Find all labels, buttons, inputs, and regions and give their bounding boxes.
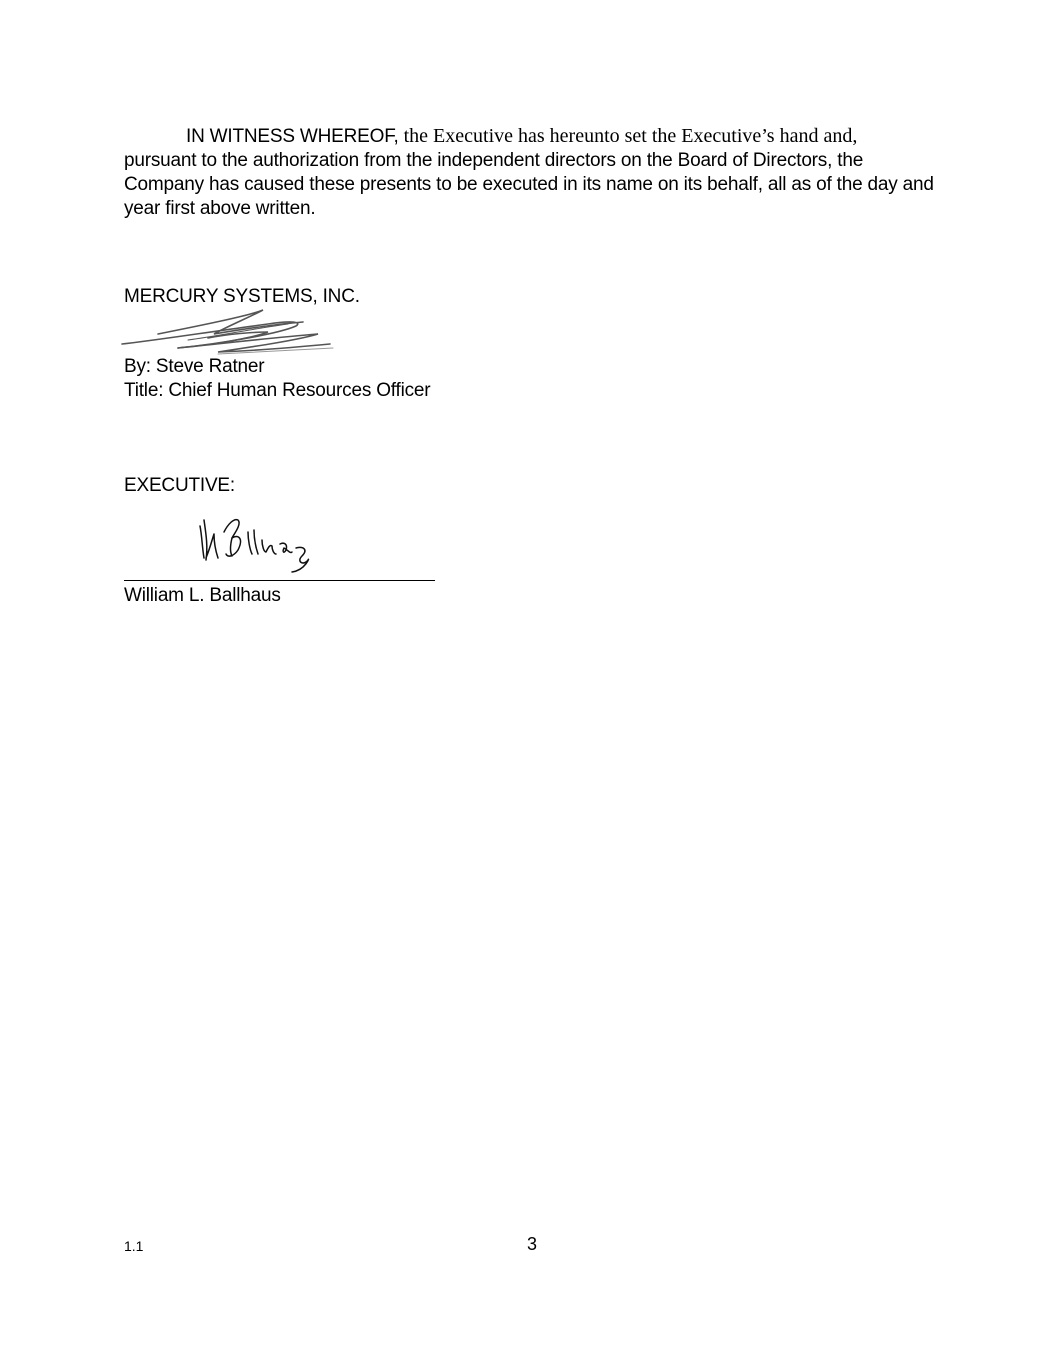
company-name: MERCURY SYSTEMS, INC. — [124, 286, 360, 307]
witness-rest-text: pursuant to the authorization from the independent directors on the Board of Directors, the Company has caused these presents to be executed in its name on its behalf, all as of the day and year first above written. — [124, 150, 934, 219]
signer-name: By: Steve Ratner — [124, 356, 265, 377]
witness-paragraph — [124, 124, 934, 221]
executive-signature-image — [192, 510, 314, 576]
company-signature-image — [118, 304, 338, 358]
page-number: 3 — [526, 1234, 537, 1254]
executive-name: William L. Ballhaus — [124, 585, 281, 606]
witness-lead: IN WITNESS WHEREOF, — [186, 126, 399, 147]
footer-version: 1.1 — [124, 1238, 144, 1254]
witness-serif-text: the Executive has hereunto set the Executive’s hand and, — [398, 125, 858, 147]
executive-label: EXECUTIVE: — [124, 475, 235, 496]
signature-line — [124, 580, 435, 581]
signer-title: Title: Chief Human Resources Officer — [124, 380, 431, 401]
